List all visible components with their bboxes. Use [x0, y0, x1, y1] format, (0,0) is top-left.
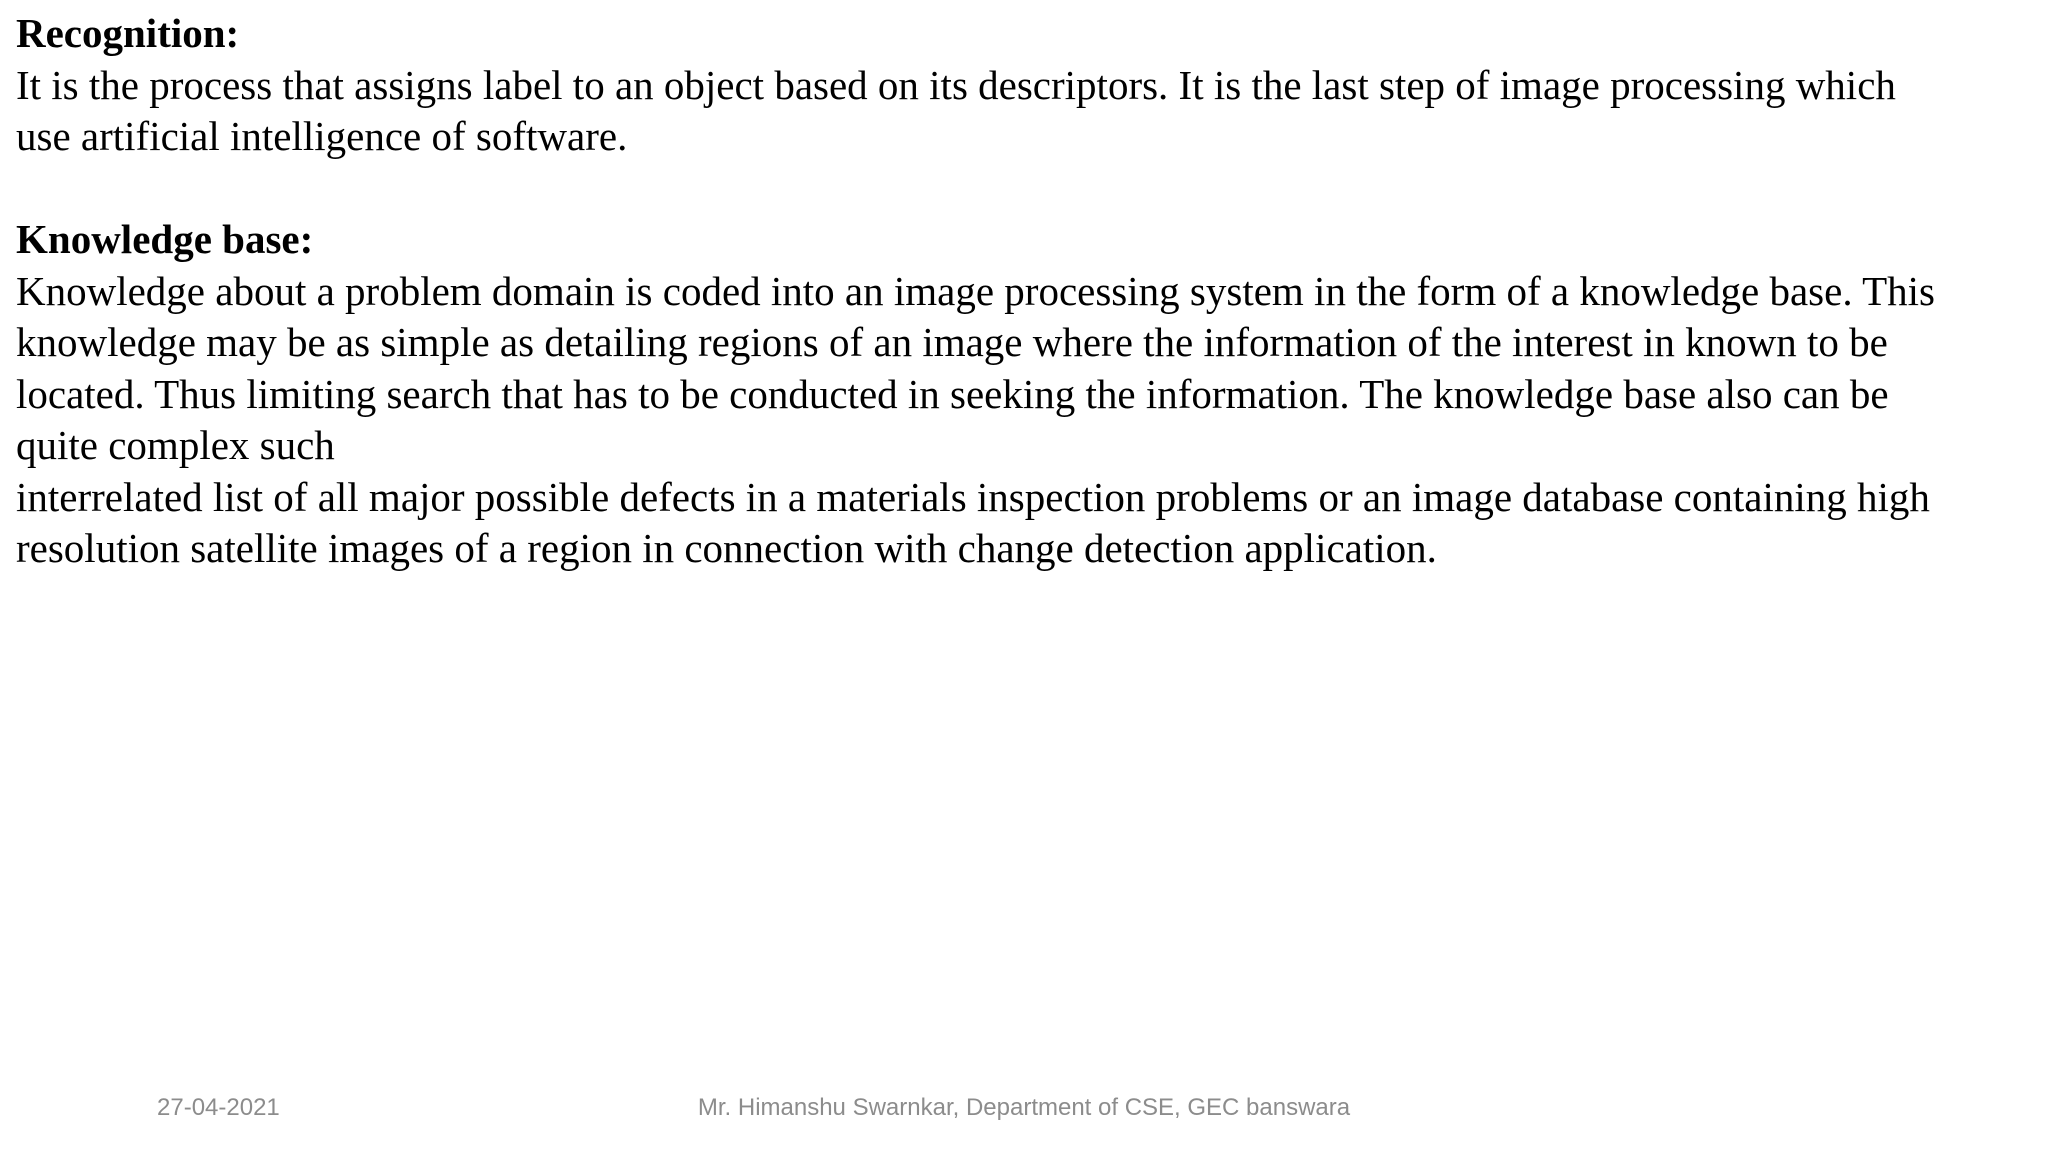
knowledge-base-line-4: quite complex such [16, 422, 335, 468]
footer-date: 27-04-2021 [157, 1094, 280, 1121]
recognition-line-2: use artificial intelligence of software. [16, 113, 628, 159]
recognition-line-1: It is the process that assigns label to an object based on its descriptors. It is the last step of image processing which [16, 61, 1896, 108]
knowledge-base-line-1: Knowledge about a problem domain is coded into an image processing system in the form of a knowledge base. This [16, 267, 1935, 314]
blank-line [16, 163, 2041, 215]
knowledge-base-line-6: resolution satellite images of a region in connection with change detection application. [16, 525, 1437, 571]
knowledge-base-line-2: knowledge may be as simple as detailing regions of an image where the information of the interest in known to be [16, 319, 1888, 365]
knowledge-base-heading: Knowledge base: [16, 216, 314, 262]
knowledge-base-line-5: interrelated list of all major possible defects in a materials inspection problems or an image database containing high [16, 473, 1930, 520]
footer-author: Mr. Himanshu Swarnkar, Department of CSE, GEC banswara [697, 1094, 1351, 1121]
knowledge-base-line-3: located. Thus limiting search that has to be conducted in seeking the information. The knowledge base also can be [16, 370, 1889, 417]
recognition-heading: Recognition: [16, 10, 240, 56]
slide-content [16, 8, 2041, 575]
